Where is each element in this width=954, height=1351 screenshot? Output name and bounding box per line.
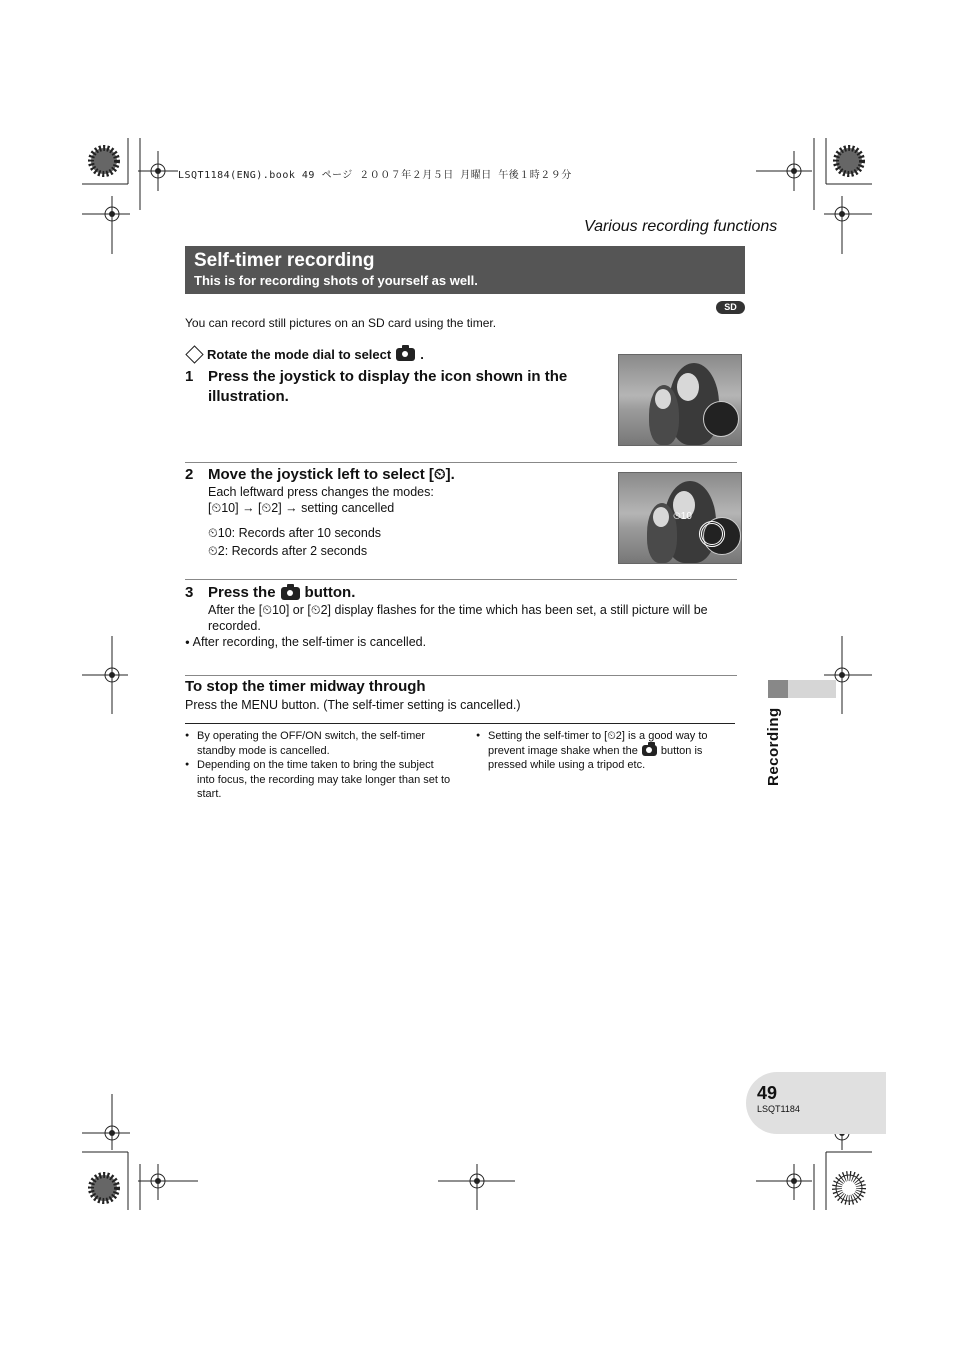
note-item: ● Depending on the time taken to bring the subject into focus, the recording may take longer than set to start.: [185, 758, 465, 802]
page-subtitle: This is for recording shots of yourself as well.: [194, 273, 478, 288]
mode-10-description: ⏲10: Records after 10 seconds: [208, 526, 382, 540]
step-2-number: 2: [185, 466, 194, 483]
page-title: Self-timer recording: [194, 250, 375, 271]
step-2-description: [208, 484, 434, 516]
illustration-photo-2: [618, 472, 742, 564]
step-3-bullet-text: After recording, the self-timer is cancelled.: [192, 635, 427, 649]
step-2-desc-line-2: [⏲10] → [⏲2] → setting cancelled: [208, 501, 395, 515]
mode-instruction-suffix: .: [420, 347, 424, 362]
page-number: 49: [757, 1083, 778, 1103]
notes-left: [185, 729, 465, 802]
sd-badge: SD: [716, 301, 745, 314]
stop-timer-text: Press the MENU button. (The self-timer setting is cancelled.): [185, 698, 521, 712]
notes-right: [476, 729, 736, 773]
stop-timer-title: To stop the timer midway through: [185, 678, 426, 695]
step-1-title: [208, 367, 608, 407]
divider: [185, 675, 737, 676]
note-item: ● Setting the self-timer to [⏲2] is a good way to prevent image shake when the button is pressed while using a tripod etc.: [476, 729, 736, 773]
intro-text: You can record still pictures on an SD card using the timer.: [185, 316, 497, 330]
step-3-description: [208, 602, 708, 634]
step-3-number: 3: [185, 584, 194, 601]
print-header-info: LSQT1184(ENG).book 49 ページ ２００７年２月５日 月曜日 午後１時２９分: [178, 170, 572, 181]
step-2-desc-line-1: Each leftward press changes the modes:: [208, 485, 434, 499]
mode-instruction: [185, 347, 424, 362]
step-3-desc-line-2: recorded.: [208, 619, 261, 633]
camera-button-icon: [281, 587, 300, 600]
notes-divider: [185, 723, 735, 724]
mode-2-description: ⏲2: Records after 2 seconds: [208, 544, 368, 558]
step-3-title: [208, 583, 355, 603]
diamond-icon: [185, 345, 203, 363]
divider: [185, 462, 737, 463]
page-code: LSQT1184: [757, 1104, 800, 1114]
step-1-line-2: illustration.: [208, 388, 289, 405]
illustration-photo-1: [618, 354, 742, 446]
camera-mode-icon: [396, 348, 415, 361]
step-3-title-suffix: button.: [304, 584, 356, 601]
camera-button-icon: [642, 745, 657, 756]
title-banner: [185, 246, 745, 294]
step-2-modes: [208, 525, 381, 559]
joystick-dial-icon: [703, 401, 739, 437]
step-1-number: 1: [185, 368, 194, 385]
timer-select-ring-icon: [699, 521, 725, 547]
step-3-title-prefix: Press the: [208, 584, 276, 601]
note-item: ● By operating the OFF/ON switch, the self-timer standby mode is cancelled.: [185, 729, 465, 758]
divider: [185, 579, 737, 580]
step-2-title: Move the joystick left to select [⏲].: [208, 466, 455, 483]
step-3-bullet: ● After recording, the self-timer is cancelled.: [185, 635, 427, 649]
step-1-line-1: Press the joystick to display the icon shown in the: [208, 368, 568, 385]
side-chapter-label: Recording: [765, 707, 782, 786]
mode-instruction-text: Rotate the mode dial to select: [207, 347, 392, 362]
side-tab-marker: [768, 680, 788, 698]
section-title: Various recording functions: [584, 218, 778, 235]
step-3-desc-line-1: After the [⏲10] or [⏲2] display flashes for the time which has been set, a still picture will be: [208, 603, 708, 617]
timer-10-label: ⏲10: [673, 511, 692, 522]
